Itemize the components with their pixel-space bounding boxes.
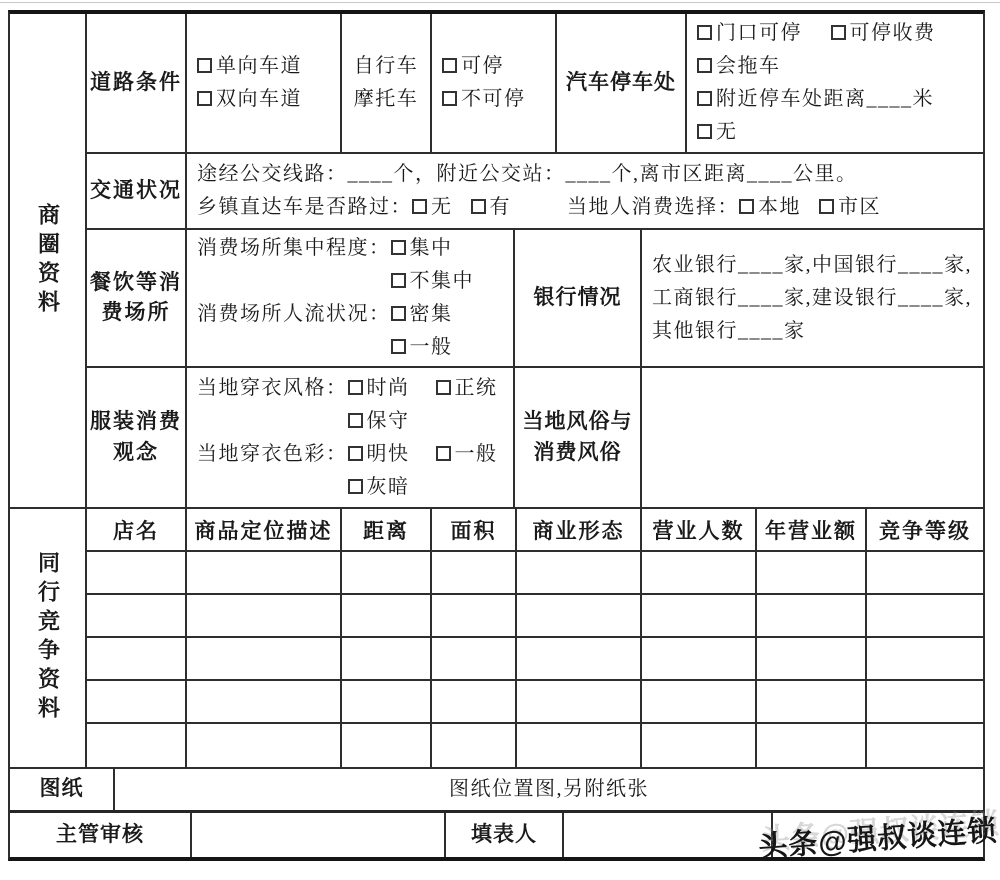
empty-cell <box>867 724 983 767</box>
checkbox-icon[interactable] <box>348 413 363 428</box>
drawing-note: 图纸位置图,另附纸张 <box>449 778 649 800</box>
vehicle-line-1: 自行车 <box>353 55 419 77</box>
site-survey-form-table <box>8 10 985 861</box>
bank-label: 银行情况 <box>533 285 622 309</box>
empty-cell <box>342 724 432 767</box>
vehicle-line-2: 摩托车 <box>353 88 419 110</box>
drawing-label: 图纸 <box>39 777 84 801</box>
drawing-label-cell <box>10 769 115 810</box>
local-consume-question: 当地人消费选择： <box>567 196 739 218</box>
competitor-empty-row <box>87 552 983 595</box>
bank-counts-text: 农业银行____家,中国银行____家,工商银行____家,建设银行____家,其他银行____家 <box>652 253 972 342</box>
empty-cell <box>87 681 187 722</box>
through-bus-question: 乡镇直达车是否路过： <box>197 196 412 218</box>
checkbox-icon[interactable] <box>739 199 754 214</box>
bike-motorcycle-cell <box>342 14 432 152</box>
empty-cell <box>432 681 517 722</box>
competitor-empty-row <box>87 638 983 681</box>
empty-cell <box>757 681 867 722</box>
empty-cell <box>867 638 983 679</box>
empty-cell <box>642 552 757 593</box>
bank-content-cell <box>642 230 983 366</box>
empty-cell <box>867 595 983 636</box>
empty-cell <box>187 681 342 722</box>
checkbox-option-urban[interactable]: 市区 <box>819 191 881 224</box>
empty-cell <box>87 552 187 593</box>
dining-label-line1: 餐饮等消 <box>90 270 182 294</box>
checkbox-option-average-color[interactable]: 一般 <box>436 438 498 471</box>
empty-cell <box>87 595 187 636</box>
empty-cell <box>867 552 983 593</box>
checkbox-icon[interactable] <box>697 91 712 106</box>
header-business-type: 商业形态 <box>517 509 642 550</box>
dress-color-question: 当地穿衣色彩： <box>197 442 348 465</box>
customs-label-line2: 消费风俗 <box>533 440 622 464</box>
empty-cell <box>87 724 187 767</box>
checkbox-icon[interactable] <box>831 25 846 40</box>
checkbox-option-average-flow[interactable]: 一般 <box>391 331 453 364</box>
clothing-label-line2: 观念 <box>113 440 159 464</box>
checkbox-option-yes-throughbus[interactable]: 有 <box>471 191 512 224</box>
section-competitors <box>10 509 983 769</box>
empty-cell <box>757 595 867 636</box>
checkbox-icon[interactable] <box>348 446 363 461</box>
checkbox-option-concentrated[interactable]: 集中 <box>391 232 475 265</box>
checkbox-option-local[interactable]: 本地 <box>739 191 801 224</box>
empty-cell <box>642 724 757 767</box>
checkbox-icon[interactable] <box>697 124 712 139</box>
checkbox-option-door-parking[interactable]: 门口可停 <box>697 22 802 44</box>
checkbox-icon[interactable] <box>697 58 712 73</box>
empty-cell <box>432 638 517 679</box>
row-road-conditions <box>87 14 983 154</box>
empty-cell <box>517 552 642 593</box>
business-district-side-label: 商圈资料 <box>35 202 61 319</box>
row-clothing-concepts <box>87 368 983 507</box>
clothing-label-cell <box>87 368 187 507</box>
drawing-content-cell <box>115 769 983 810</box>
checkbox-icon[interactable] <box>391 306 406 321</box>
checkbox-icon[interactable] <box>819 199 834 214</box>
checkbox-option-cannot-stop[interactable]: 不可停 <box>442 83 545 116</box>
empty-cell <box>87 638 187 679</box>
checkbox-option-two-way[interactable]: 双向车道 <box>197 83 330 116</box>
traffic-content-cell <box>187 154 983 228</box>
checkbox-icon[interactable] <box>412 199 427 214</box>
supervisor-review-label: 主管审核 <box>56 822 144 846</box>
road-conditions-label: 道路条件 <box>90 70 182 94</box>
checkbox-option-paid-parking[interactable]: 可停收费 <box>831 22 936 44</box>
checkbox-icon[interactable] <box>436 446 451 461</box>
checkbox-option-not-concentrated[interactable]: 不集中 <box>391 265 475 298</box>
header-area: 面积 <box>432 509 517 550</box>
empty-cell <box>517 681 642 722</box>
car-parking-label: 汽车停车处 <box>566 70 676 94</box>
dress-style-question: 当地穿衣风格： <box>197 376 348 399</box>
empty-cell <box>187 638 342 679</box>
empty-cell <box>757 552 867 593</box>
empty-cell <box>432 595 517 636</box>
page-top-rule <box>0 2 1000 3</box>
local-customs-label-cell <box>515 368 642 507</box>
checkbox-icon[interactable] <box>391 273 406 288</box>
checkbox-icon[interactable] <box>197 58 212 73</box>
checkbox-icon[interactable] <box>471 199 486 214</box>
bank-label-cell <box>515 230 642 366</box>
empty-cell <box>517 595 642 636</box>
checkbox-icon[interactable] <box>442 91 457 106</box>
local-customs-empty-cell <box>642 368 983 507</box>
empty-cell <box>342 595 432 636</box>
checkbox-option-conservative[interactable]: 保守 <box>348 405 410 438</box>
empty-cell <box>432 724 517 767</box>
checkbox-icon[interactable] <box>348 479 363 494</box>
empty-cell <box>187 595 342 636</box>
empty-cell <box>867 681 983 722</box>
empty-cell <box>342 681 432 722</box>
checkbox-option-towing[interactable]: 会拖车 <box>697 50 973 83</box>
form-filler-label: 填表人 <box>471 822 537 846</box>
header-annual-revenue: 年营业额 <box>757 509 867 550</box>
clothing-label-line1: 服装消费 <box>90 410 182 434</box>
section-business-district <box>10 14 983 509</box>
empty-cell <box>187 552 342 593</box>
dining-questions-cell <box>187 230 515 366</box>
traffic-line-1: 途经公交线路：____个，附近公交站：____个,离市区距离____公里。 <box>197 163 858 185</box>
traffic-label-cell <box>87 154 187 228</box>
lane-options-cell <box>187 14 342 152</box>
checkbox-option-can-stop[interactable]: 可停 <box>442 50 545 83</box>
checkbox-option-one-way[interactable]: 单向车道 <box>197 50 330 83</box>
checkbox-option-nearby-parking-distance[interactable]: 附近停车处距离____米 <box>697 83 973 116</box>
checkbox-option-none[interactable]: 无 <box>697 116 973 149</box>
row-dining-places <box>87 230 983 368</box>
empty-cell <box>757 724 867 767</box>
clothing-questions-cell <box>187 368 515 507</box>
competitor-empty-row <box>87 724 983 767</box>
checkbox-option-fashionable[interactable]: 时尚 <box>348 372 410 405</box>
checkbox-icon[interactable] <box>391 339 406 354</box>
row-drawing <box>10 769 983 813</box>
competitor-empty-row <box>87 595 983 638</box>
concentration-question: 消费场所集中程度： <box>197 237 391 259</box>
customs-label-line1: 当地风俗与 <box>522 410 633 434</box>
checkbox-option-dull[interactable]: 灰暗 <box>348 471 410 504</box>
car-parking-label-cell <box>557 14 687 152</box>
dining-label-line2: 费场所 <box>101 301 171 324</box>
empty-cell <box>517 724 642 767</box>
supervisor-review-blank-cell <box>192 813 446 857</box>
competitor-header-row <box>87 509 983 552</box>
empty-cell <box>642 638 757 679</box>
road-conditions-label-cell <box>87 14 187 152</box>
empty-cell <box>642 681 757 722</box>
checkbox-icon[interactable] <box>436 380 451 395</box>
empty-cell <box>642 595 757 636</box>
checkbox-icon[interactable] <box>391 240 406 255</box>
checkbox-icon[interactable] <box>697 25 712 40</box>
empty-cell <box>187 724 342 767</box>
header-product-positioning: 商品定位描述 <box>187 509 342 550</box>
empty-cell <box>757 638 867 679</box>
row-traffic-conditions <box>87 154 983 230</box>
form-filler-label-cell <box>446 813 564 857</box>
checkbox-icon[interactable] <box>197 91 212 106</box>
checkbox-option-dense[interactable]: 密集 <box>391 298 453 331</box>
dining-label-cell <box>87 230 187 366</box>
form-filler-blank-cell <box>564 813 773 857</box>
empty-cell <box>517 638 642 679</box>
watermark-text: 头条@强叔谈连锁 <box>757 815 999 864</box>
section-side-label-cell <box>10 509 87 767</box>
checkbox-option-no-throughbus[interactable]: 无 <box>412 191 453 224</box>
empty-cell <box>342 552 432 593</box>
supervisor-review-label-cell <box>10 813 192 857</box>
section-side-label-cell <box>10 14 87 507</box>
car-parking-options-cell <box>687 14 983 152</box>
checkbox-icon[interactable] <box>348 380 363 395</box>
header-competition-level: 竞争等级 <box>879 519 971 543</box>
competitor-empty-row <box>87 681 983 724</box>
header-staff-count: 营业人数 <box>642 509 757 550</box>
competitors-side-label: 同行竞争资料 <box>35 551 61 725</box>
traffic-line-2 <box>197 191 973 224</box>
foot-traffic-question: 消费场所人流状况： <box>197 303 391 325</box>
checkbox-option-orthodox[interactable]: 正统 <box>436 372 498 405</box>
checkbox-option-bright[interactable]: 明快 <box>348 438 410 471</box>
header-distance: 距离 <box>342 509 432 550</box>
bike-stop-options-cell <box>432 14 557 152</box>
traffic-label: 交通状况 <box>90 178 182 202</box>
empty-cell <box>432 552 517 593</box>
checkbox-icon[interactable] <box>442 58 457 73</box>
header-store-name: 店名 <box>87 509 187 550</box>
empty-cell <box>342 638 432 679</box>
